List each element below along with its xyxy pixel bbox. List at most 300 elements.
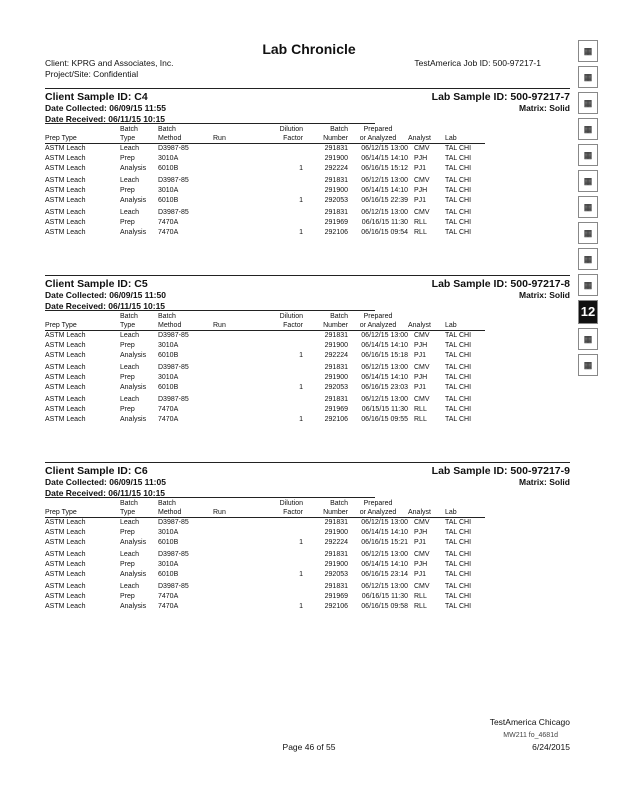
col-header: Number bbox=[303, 135, 348, 144]
cell-dilution bbox=[255, 206, 303, 218]
cell-prep-type: ASTM Leach bbox=[45, 571, 86, 578]
cell-prepared: 06/16/15 15:12 bbox=[361, 165, 408, 172]
page-number: Page 46 of 55 bbox=[282, 742, 336, 752]
col-header: or Analyzed bbox=[348, 322, 408, 331]
table-row bbox=[45, 206, 485, 218]
cell-prepared: 06/12/15 13:00 bbox=[361, 396, 408, 403]
cell-batch-number: 291900 bbox=[324, 529, 348, 536]
col-header: Type bbox=[120, 135, 158, 144]
matrix: Matrix: Solid bbox=[518, 290, 570, 300]
cell-lab: TAL CHI bbox=[445, 342, 472, 349]
col-header bbox=[445, 313, 485, 322]
cell-batch-type: Leach bbox=[120, 364, 140, 371]
col-header: Type bbox=[120, 509, 158, 518]
cell-analyst: RLL bbox=[414, 219, 427, 226]
col-header: Number bbox=[303, 322, 348, 331]
side-tab[interactable]: ▦ bbox=[578, 92, 598, 114]
cell-prep-type: ASTM Leach bbox=[45, 229, 86, 236]
cell-dilution bbox=[255, 592, 303, 602]
cell-dilution bbox=[255, 341, 303, 351]
cell-run bbox=[213, 383, 255, 393]
cell-prepared: 06/15/15 11:30 bbox=[361, 406, 408, 413]
footer-date: 6/24/2015 bbox=[532, 742, 570, 752]
cell-analyst: PJ1 bbox=[414, 571, 427, 578]
cell-lab: TAL CHI bbox=[445, 352, 472, 359]
cell-run bbox=[213, 174, 255, 186]
cell-lab: TAL CHI bbox=[445, 229, 472, 236]
cell-lab: TAL CHI bbox=[445, 165, 472, 172]
table-row bbox=[45, 373, 485, 383]
cell-batch-number: 291831 bbox=[324, 519, 348, 526]
cell-prepared: 06/16/15 11:30 bbox=[361, 593, 408, 600]
date-received: Date Received: 06/11/15 10:15 bbox=[45, 114, 166, 124]
sample-section bbox=[45, 88, 570, 238]
col-header: Dilution bbox=[279, 126, 303, 133]
side-tab[interactable]: ▦ bbox=[578, 274, 598, 296]
cell-run bbox=[213, 393, 255, 405]
cell-dilution bbox=[255, 373, 303, 383]
cell-dilution bbox=[255, 361, 303, 373]
lab-sample-id: Lab Sample ID: 500-97217-7 bbox=[431, 91, 570, 103]
table-header bbox=[45, 322, 485, 331]
cell-batch-number: 291900 bbox=[324, 155, 348, 162]
cell-dilution bbox=[255, 154, 303, 164]
table-row bbox=[45, 560, 485, 570]
cell-run bbox=[213, 580, 255, 592]
side-tab[interactable]: ▦ bbox=[578, 222, 598, 244]
cell-dilution: 1 bbox=[299, 416, 303, 423]
client-info bbox=[45, 58, 174, 80]
col-header bbox=[408, 126, 445, 135]
table-header bbox=[45, 509, 485, 518]
lab-sample-id: Lab Sample ID: 500-97217-8 bbox=[431, 278, 570, 290]
col-header: Dilution bbox=[279, 500, 303, 507]
cell-prep-type: ASTM Leach bbox=[45, 416, 86, 423]
cell-prep-type: ASTM Leach bbox=[45, 364, 86, 371]
cell-dilution bbox=[255, 580, 303, 592]
col-header: Method bbox=[158, 135, 213, 144]
side-tab[interactable]: ▦ bbox=[578, 170, 598, 192]
cell-analyst: RLL bbox=[414, 229, 427, 236]
table-row bbox=[45, 351, 485, 361]
cell-batch-method: 6010B bbox=[158, 384, 179, 391]
cell-analyst: CMV bbox=[414, 551, 430, 558]
table-row bbox=[45, 415, 485, 425]
cell-run bbox=[213, 405, 255, 415]
cell-batch-method: 6010B bbox=[158, 197, 179, 204]
cell-prep-type: ASTM Leach bbox=[45, 406, 86, 413]
cell-prepared: 06/14/15 14:10 bbox=[361, 529, 408, 536]
cell-batch-number: 292224 bbox=[324, 165, 348, 172]
cell-lab: TAL CHI bbox=[445, 187, 472, 194]
col-header: Batch bbox=[120, 313, 138, 320]
cell-batch-number: 291831 bbox=[324, 551, 348, 558]
cell-lab: TAL CHI bbox=[445, 374, 472, 381]
cell-prepared: 06/12/15 13:00 bbox=[361, 332, 408, 339]
cell-batch-number: 291831 bbox=[324, 396, 348, 403]
cell-lab: TAL CHI bbox=[445, 551, 472, 558]
cell-prep-type: ASTM Leach bbox=[45, 177, 86, 184]
cell-prep-type: ASTM Leach bbox=[45, 539, 86, 546]
chronicle-table bbox=[45, 500, 485, 612]
cell-batch-method: 3010A bbox=[158, 374, 179, 381]
cell-run bbox=[213, 602, 255, 612]
cell-dilution: 1 bbox=[299, 603, 303, 610]
side-tab[interactable]: ▦ bbox=[578, 328, 598, 350]
cell-analyst: RLL bbox=[414, 593, 427, 600]
cell-batch-method: 6010B bbox=[158, 571, 179, 578]
table-header-top bbox=[45, 313, 485, 322]
col-header: Analyst bbox=[408, 509, 445, 518]
cell-lab: TAL CHI bbox=[445, 364, 472, 371]
cell-batch-number: 292106 bbox=[324, 603, 348, 610]
date-received: Date Received: 06/11/15 10:15 bbox=[45, 301, 166, 311]
cell-batch-type: Prep bbox=[120, 219, 135, 226]
cell-dilution bbox=[255, 393, 303, 405]
table-row bbox=[45, 218, 485, 228]
col-header: Analyst bbox=[408, 135, 445, 144]
cell-batch-type: Leach bbox=[120, 145, 140, 152]
side-tab-active[interactable]: 12 bbox=[578, 300, 598, 324]
cell-batch-method: D3987-85 bbox=[158, 177, 189, 184]
cell-batch-number: 291969 bbox=[324, 593, 348, 600]
cell-prepared: 06/16/15 09:54 bbox=[361, 229, 408, 236]
cell-batch-type: Analysis bbox=[120, 416, 147, 423]
cell-batch-method: D3987-85 bbox=[158, 145, 189, 152]
cell-run bbox=[213, 144, 255, 155]
cell-batch-type: Prep bbox=[120, 187, 135, 194]
col-header: Dilution bbox=[279, 313, 303, 320]
cell-prepared: 06/16/15 11:30 bbox=[361, 219, 408, 226]
cell-dilution bbox=[255, 218, 303, 228]
cell-prepared: 06/16/15 15:18 bbox=[361, 352, 408, 359]
cell-batch-method: D3987-85 bbox=[158, 396, 189, 403]
table-row bbox=[45, 405, 485, 415]
col-header: Batch bbox=[330, 313, 348, 320]
cell-prepared: 06/16/15 09:58 bbox=[361, 603, 408, 610]
side-tab[interactable]: ▦ bbox=[578, 118, 598, 140]
cell-dilution bbox=[255, 560, 303, 570]
sample-section bbox=[45, 462, 570, 612]
col-header bbox=[445, 126, 485, 135]
chronicle-table bbox=[45, 126, 485, 238]
table-row bbox=[45, 528, 485, 538]
cell-dilution bbox=[255, 144, 303, 155]
table-row bbox=[45, 331, 485, 342]
cell-batch-method: D3987-85 bbox=[158, 519, 189, 526]
cell-lab: TAL CHI bbox=[445, 583, 472, 590]
table-row bbox=[45, 144, 485, 155]
cell-batch-type: Analysis bbox=[120, 197, 147, 204]
cell-prep-type: ASTM Leach bbox=[45, 603, 86, 610]
table-row bbox=[45, 361, 485, 373]
cell-batch-method: D3987-85 bbox=[158, 209, 189, 216]
cell-batch-method: D3987-85 bbox=[158, 583, 189, 590]
cell-batch-type: Leach bbox=[120, 519, 140, 526]
cell-analyst: CMV bbox=[414, 177, 430, 184]
cell-batch-type: Analysis bbox=[120, 571, 147, 578]
cell-analyst: RLL bbox=[414, 603, 427, 610]
date-collected: Date Collected: 06/09/15 11:55 bbox=[45, 103, 166, 113]
cell-batch-type: Prep bbox=[120, 529, 135, 536]
cell-batch-method: 7470A bbox=[158, 416, 179, 423]
cell-run bbox=[213, 218, 255, 228]
cell-analyst: PJ1 bbox=[414, 197, 427, 204]
cell-batch-type: Prep bbox=[120, 342, 135, 349]
col-header: Batch bbox=[158, 126, 176, 133]
cell-analyst: CMV bbox=[414, 396, 430, 403]
cell-analyst: PJH bbox=[414, 561, 428, 568]
cell-lab: TAL CHI bbox=[445, 332, 472, 339]
cell-prepared: 06/16/15 09:55 bbox=[361, 416, 408, 423]
cell-analyst: PJ1 bbox=[414, 352, 427, 359]
cell-prepared: 06/16/15 23:03 bbox=[361, 384, 408, 391]
cell-prep-type: ASTM Leach bbox=[45, 551, 86, 558]
cell-run bbox=[213, 186, 255, 196]
col-header bbox=[445, 500, 485, 509]
cell-prep-type: ASTM Leach bbox=[45, 209, 86, 216]
table-row bbox=[45, 592, 485, 602]
cell-batch-type: Prep bbox=[120, 561, 135, 568]
cell-dilution bbox=[255, 548, 303, 560]
cell-lab: TAL CHI bbox=[445, 593, 472, 600]
cell-lab: TAL CHI bbox=[445, 219, 472, 226]
cell-batch-method: D3987-85 bbox=[158, 364, 189, 371]
cell-analyst: PJH bbox=[414, 155, 428, 162]
cell-prepared: 06/12/15 13:00 bbox=[361, 177, 408, 184]
cell-batch-method: 6010B bbox=[158, 539, 179, 546]
cell-analyst: RLL bbox=[414, 406, 427, 413]
cell-batch-method: D3987-85 bbox=[158, 332, 189, 339]
cell-prep-type: ASTM Leach bbox=[45, 384, 86, 391]
cell-batch-method: D3987-85 bbox=[158, 551, 189, 558]
table-row bbox=[45, 174, 485, 186]
cell-run bbox=[213, 164, 255, 174]
client-sample-id: Client Sample ID: C6 bbox=[45, 465, 148, 477]
side-tab[interactable]: ▦ bbox=[578, 196, 598, 218]
cell-dilution: 1 bbox=[299, 539, 303, 546]
cell-analyst: CMV bbox=[414, 332, 430, 339]
cell-batch-number: 291900 bbox=[324, 342, 348, 349]
cell-prep-type: ASTM Leach bbox=[45, 187, 86, 194]
col-header: or Analyzed bbox=[348, 135, 408, 144]
cell-batch-number: 292053 bbox=[324, 384, 348, 391]
col-header: Prep Type bbox=[45, 509, 120, 518]
cell-prepared: 06/14/15 14:10 bbox=[361, 187, 408, 194]
table-header bbox=[45, 135, 485, 144]
col-header bbox=[45, 500, 120, 509]
table-row bbox=[45, 580, 485, 592]
cell-batch-number: 292106 bbox=[324, 229, 348, 236]
cell-analyst: CMV bbox=[414, 519, 430, 526]
cell-batch-method: 3010A bbox=[158, 561, 179, 568]
col-header: Lab bbox=[445, 135, 485, 144]
client-sample-id: Client Sample ID: C5 bbox=[45, 278, 148, 290]
col-header: Batch bbox=[330, 126, 348, 133]
cell-prep-type: ASTM Leach bbox=[45, 396, 86, 403]
cell-prep-type: ASTM Leach bbox=[45, 593, 86, 600]
cell-analyst: PJH bbox=[414, 187, 428, 194]
date-collected: Date Collected: 06/09/15 11:50 bbox=[45, 290, 166, 300]
cell-prepared: 06/14/15 14:10 bbox=[361, 155, 408, 162]
col-header: Run bbox=[213, 509, 255, 518]
col-header bbox=[45, 126, 120, 135]
table-row bbox=[45, 186, 485, 196]
cell-prep-type: ASTM Leach bbox=[45, 583, 86, 590]
col-header: Batch bbox=[120, 500, 138, 507]
col-header bbox=[213, 500, 255, 509]
side-tab[interactable]: ▦ bbox=[578, 248, 598, 270]
cell-run bbox=[213, 415, 255, 425]
cell-lab: TAL CHI bbox=[445, 416, 472, 423]
col-header bbox=[213, 126, 255, 135]
cell-batch-number: 291831 bbox=[324, 332, 348, 339]
cell-prepared: 06/16/15 22:39 bbox=[361, 197, 408, 204]
cell-run bbox=[213, 538, 255, 548]
cell-prepared: 06/16/15 23:14 bbox=[361, 571, 408, 578]
table-row bbox=[45, 196, 485, 206]
side-tab[interactable]: ▦ bbox=[578, 66, 598, 88]
matrix: Matrix: Solid bbox=[518, 103, 570, 113]
side-tab[interactable]: ▦ bbox=[578, 354, 598, 376]
cell-lab: TAL CHI bbox=[445, 177, 472, 184]
date-collected: Date Collected: 06/09/15 11:05 bbox=[45, 477, 166, 487]
cell-prepared: 06/12/15 13:00 bbox=[361, 145, 408, 152]
cell-lab: TAL CHI bbox=[445, 603, 472, 610]
cell-prepared: 06/16/15 15:21 bbox=[361, 539, 408, 546]
table-header-top bbox=[45, 126, 485, 135]
cell-prep-type: ASTM Leach bbox=[45, 155, 86, 162]
cell-prep-type: ASTM Leach bbox=[45, 332, 86, 339]
cell-batch-number: 292053 bbox=[324, 571, 348, 578]
cell-run bbox=[213, 196, 255, 206]
cell-batch-method: 7470A bbox=[158, 229, 179, 236]
col-header bbox=[408, 500, 445, 509]
cell-lab: TAL CHI bbox=[445, 561, 472, 568]
cell-batch-type: Leach bbox=[120, 583, 140, 590]
col-header: Prep Type bbox=[45, 135, 120, 144]
cell-dilution bbox=[255, 174, 303, 186]
cell-prep-type: ASTM Leach bbox=[45, 342, 86, 349]
footer-lab-name: TestAmerica Chicago bbox=[489, 717, 570, 727]
side-tab[interactable]: ▦ bbox=[578, 40, 598, 62]
col-header: Method bbox=[158, 322, 213, 331]
cell-batch-number: 291900 bbox=[324, 561, 348, 568]
cell-batch-type: Prep bbox=[120, 406, 135, 413]
cell-prepared: 06/14/15 14:10 bbox=[361, 342, 408, 349]
cell-run bbox=[213, 570, 255, 580]
cell-analyst: PJ1 bbox=[414, 539, 427, 546]
cell-batch-method: 7470A bbox=[158, 603, 179, 610]
cell-prepared: 06/14/15 14:10 bbox=[361, 374, 408, 381]
cell-run bbox=[213, 592, 255, 602]
cell-batch-type: Analysis bbox=[120, 603, 147, 610]
col-header bbox=[408, 313, 445, 322]
cell-batch-type: Analysis bbox=[120, 384, 147, 391]
cell-analyst: PJH bbox=[414, 374, 428, 381]
matrix: Matrix: Solid bbox=[518, 477, 570, 487]
cell-analyst: CMV bbox=[414, 583, 430, 590]
table-row bbox=[45, 154, 485, 164]
cell-lab: TAL CHI bbox=[445, 519, 472, 526]
col-header: Number bbox=[303, 509, 348, 518]
col-header: Type bbox=[120, 322, 158, 331]
table-row bbox=[45, 548, 485, 560]
col-header: Lab bbox=[445, 509, 485, 518]
col-header: Batch bbox=[120, 126, 138, 133]
cell-batch-number: 291969 bbox=[324, 219, 348, 226]
col-header: Factor bbox=[255, 135, 303, 144]
cell-dilution: 1 bbox=[299, 352, 303, 359]
cell-run bbox=[213, 331, 255, 342]
col-header: or Analyzed bbox=[348, 509, 408, 518]
cell-lab: TAL CHI bbox=[445, 145, 472, 152]
cell-lab: TAL CHI bbox=[445, 396, 472, 403]
cell-batch-method: 7470A bbox=[158, 406, 179, 413]
col-header: Run bbox=[213, 322, 255, 331]
cell-prepared: 06/12/15 13:00 bbox=[361, 583, 408, 590]
cell-prep-type: ASTM Leach bbox=[45, 145, 86, 152]
cell-batch-method: 6010B bbox=[158, 165, 179, 172]
table-row bbox=[45, 228, 485, 238]
col-header: Prep Type bbox=[45, 322, 120, 331]
col-header bbox=[45, 313, 120, 322]
cell-prepared: 06/14/15 14:10 bbox=[361, 561, 408, 568]
col-header: Batch bbox=[158, 500, 176, 507]
col-header: Method bbox=[158, 509, 213, 518]
cell-batch-number: 291831 bbox=[324, 145, 348, 152]
cell-prepared: 06/12/15 13:00 bbox=[361, 209, 408, 216]
cell-run bbox=[213, 548, 255, 560]
cell-lab: TAL CHI bbox=[445, 384, 472, 391]
side-tab[interactable]: ▦ bbox=[578, 144, 598, 166]
cell-analyst: PJ1 bbox=[414, 165, 427, 172]
cell-prep-type: ASTM Leach bbox=[45, 197, 86, 204]
col-header: Prepared bbox=[363, 500, 393, 507]
col-header: Batch bbox=[158, 313, 176, 320]
table-row bbox=[45, 570, 485, 580]
cell-lab: TAL CHI bbox=[445, 529, 472, 536]
cell-batch-type: Analysis bbox=[120, 229, 147, 236]
lab-sample-id: Lab Sample ID: 500-97217-9 bbox=[431, 465, 570, 477]
cell-batch-type: Prep bbox=[120, 155, 135, 162]
table-row bbox=[45, 341, 485, 351]
cell-analyst: RLL bbox=[414, 416, 427, 423]
footer-code: MW211 fo_4681d bbox=[503, 732, 558, 739]
cell-analyst: PJH bbox=[414, 529, 428, 536]
cell-run bbox=[213, 154, 255, 164]
cell-batch-type: Leach bbox=[120, 551, 140, 558]
cell-batch-type: Analysis bbox=[120, 539, 147, 546]
cell-lab: TAL CHI bbox=[445, 209, 472, 216]
cell-analyst: CMV bbox=[414, 209, 430, 216]
cell-lab: TAL CHI bbox=[445, 155, 472, 162]
client-sample-id: Client Sample ID: C4 bbox=[45, 91, 148, 103]
date-received: Date Received: 06/11/15 10:15 bbox=[45, 488, 166, 498]
cell-run bbox=[213, 518, 255, 529]
col-header: Factor bbox=[255, 322, 303, 331]
cell-lab: TAL CHI bbox=[445, 197, 472, 204]
table-row bbox=[45, 164, 485, 174]
cell-dilution: 1 bbox=[299, 197, 303, 204]
cell-prep-type: ASTM Leach bbox=[45, 519, 86, 526]
cell-batch-method: 3010A bbox=[158, 342, 179, 349]
cell-batch-number: 292224 bbox=[324, 352, 348, 359]
cell-batch-type: Leach bbox=[120, 332, 140, 339]
cell-prep-type: ASTM Leach bbox=[45, 529, 86, 536]
cell-prep-type: ASTM Leach bbox=[45, 374, 86, 381]
table-row bbox=[45, 383, 485, 393]
